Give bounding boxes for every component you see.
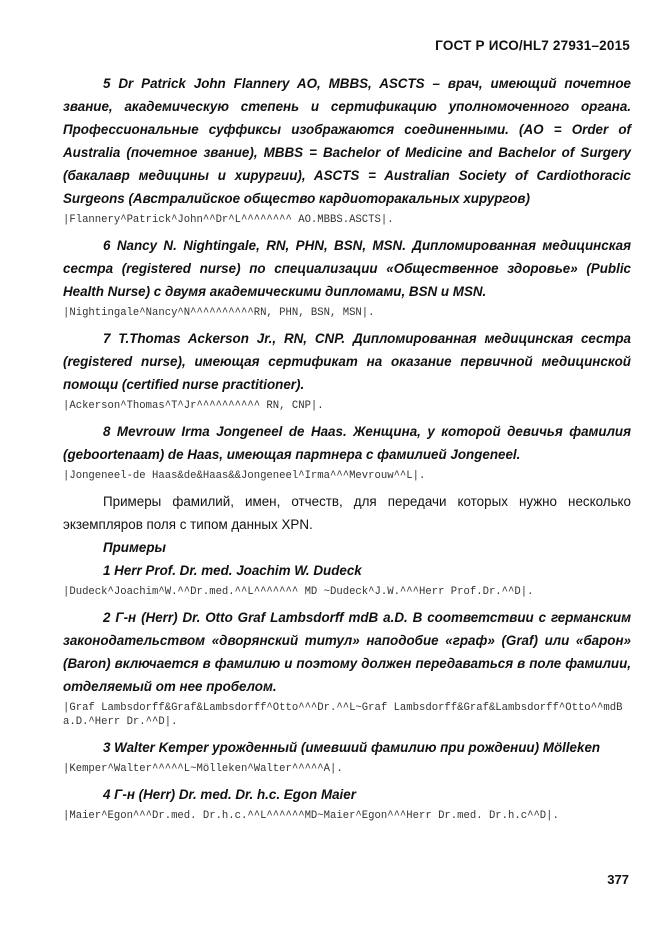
example-6-code: |Nightingale^Nancy^N^^^^^^^^^^RN, PHN, BSN, MSN|. — [63, 307, 375, 319]
example-8-description: 8 Mevrouw Irma Jongeneel de Haas. Женщина, у которой девичья фамилия (geboortenaam) de Haas, имеющая партнера с фамилией Jongeneel. — [63, 424, 631, 462]
example-8-code: |Jongeneel-de Haas&de&Haas&&Jongeneel^Irma^^^Mevrouw^^L|. — [63, 470, 426, 482]
xpn-example-1-description: 1 Herr Prof. Dr. med. Joachim W. Dudeck — [103, 563, 362, 578]
intro-paragraph: Примеры фамилий, имен, отчеств, для передачи которых нужно несколько экземпляров поля с типом данных XPN. — [63, 494, 631, 532]
examples-heading: Примеры — [103, 540, 166, 555]
example-5-code: |Flannery^Patrick^John^^Dr^L^^^^^^^^ AO.MBBS.ASCTS|. — [63, 214, 394, 226]
example-5-description: 5 Dr Patrick John Flannery AO, MBBS, ASCTS – врач, имеющий почетное звание, академическую степень и сертификацию уполномоченного органа. Профессиональные суффиксы изображаются соединенными. (AO = Order of Australia (почетное звание), MBBS = Bachelor of Medicine and Bachelor of Surgery (бакалавр медицины и хирургии), ASCTS = Australian Society of Cardiothoracic Surgeons (Австралийское общество кардиоторакальных хирургов) — [63, 76, 631, 206]
page-body — [63, 72, 631, 830]
xpn-example-2-code: |Graf Lambsdorff&Graf&Lambsdorff^Otto^^^Dr.^^L~Graf Lambsdorff&Graf&Lambsdorff^Otto^^mdB a.D.^Herr Dr.^^D|. — [63, 702, 629, 728]
xpn-example-4-description: 4 Г-н (Herr) Dr. med. Dr. h.c. Egon Maier — [103, 787, 356, 802]
xpn-example-3-code: |Kemper^Walter^^^^^L~Mölleken^Walter^^^^^A|. — [63, 763, 343, 775]
xpn-example-4-code: |Maier^Egon^^^Dr.med. Dr.h.c.^^L^^^^^^MD~Maier^Egon^^^Herr Dr.med. Dr.h.c^^D|. — [63, 810, 559, 822]
example-7-description: 7 T.Thomas Ackerson Jr., RN, CNP. Дипломированная медицинская сестра (registered nurse), имеющая сертификат на оказание первичной медицинской помощи (certified nurse practitioner). — [63, 331, 631, 392]
page-number: 377 — [607, 872, 629, 887]
example-6-description: 6 Nancy N. Nightingale, RN, PHN, BSN, MSN. Дипломированная медицинская сестра (registered nurse) по специализации «Общественное здоровье» (Public Health Nurse) с двумя академическими дипломами, BSN и MSN. — [63, 238, 631, 299]
xpn-example-3-description: 3 Walter Kemper урожденный (имевший фамилию при рождении) Mölleken — [103, 740, 601, 755]
example-7-code: |Ackerson^Thomas^T^Jr^^^^^^^^^^ RN, CNP|. — [63, 400, 324, 412]
xpn-example-2-description: 2 Г-н (Herr) Dr. Otto Graf Lambsdorff mdB a.D. В соответствии с германским законодательством «дворянский титул» наподобие «граф» (Graf) или «барон» (Baron) включается в фамилию и поэтому должен передаваться в поле фамилии, отделяемый от нее пробелом. — [63, 610, 631, 694]
document-code-header: ГОСТ Р ИСО/HL7 27931–2015 — [435, 38, 630, 53]
xpn-example-1-code: |Dudeck^Joachim^W.^^Dr.med.^^L^^^^^^^ MD ~Dudeck^J.W.^^^Herr Prof.Dr.^^D|. — [63, 586, 534, 598]
